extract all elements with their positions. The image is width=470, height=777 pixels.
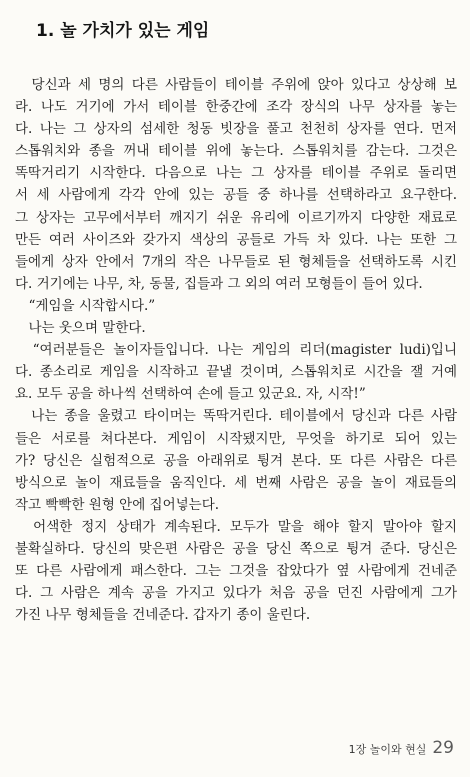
text-line: 방식으로 놀이 재료들을 움직인다. 세 번째 사람은 공을 놀이 재료들의 <box>15 474 457 491</box>
text-line: 나는 웃으며 말한다. <box>15 320 146 337</box>
text-line: 똑딱거리기 시작한다. 다음으로 나는 그 상자를 테이블 주위로 돌리면 <box>15 165 457 182</box>
text-line: 가진 나무 형체들을 건네준다. 갑자기 종이 울린다. <box>15 607 311 624</box>
text-line: 어색한 정지 상태가 계속된다. 모두가 말을 해야 할지 말아야 할지 <box>15 518 457 535</box>
text-line: 다. 그 사람은 계속 공을 가지고 있다가 처음 공을 던진 사람에게 그가 <box>15 585 457 602</box>
text-line: 다. 종소리로 게임을 시작하고 끝낼 것이며, 스톱워치로 시간을 잴 거예 <box>15 364 457 381</box>
text-line: 만든 여러 사이즈와 갖가지 색상의 공들로 가득 차 있다. 나는 또한 그 <box>15 231 457 248</box>
text-line: 당신과 세 명의 다른 사람들이 테이블 주위에 앉아 있다고 상상해 보 <box>15 77 457 93</box>
text-line: “게임을 시작합시다.” <box>15 297 156 314</box>
text-line: 스톱워치와 종을 꺼내 테이블 위에 놓는다. 스톱워치를 감는다. 그것은 <box>15 143 457 160</box>
body-text <box>15 74 457 626</box>
text-line: “여러분들은 놀이자들입니다. 나는 게임의 리더(magister ludi)입니 <box>15 342 457 359</box>
text-line: 들은 서로를 쳐다본다. 게임이 시작됐지만, 무엇을 하기로 되어 있는 <box>15 430 457 447</box>
text-line: 다. 나는 그 상자의 섬세한 청동 빗장을 풀고 천천히 상자를 연다. 먼저 <box>15 121 457 138</box>
text-line: 라. 나도 거기에 가서 테이블 한중간에 조각 장식의 나무 상자를 놓는 <box>15 99 457 116</box>
text-line: 서 세 사람에게 각각 안에 있는 공들 중 하나를 선택하라고 요구한다. <box>15 187 457 204</box>
text-line: 가? 당신은 실험적으로 공을 아래위로 튕겨 본다. 또 다른 사람은 다른 <box>15 452 457 469</box>
text-line: 들에게 상자 안에서 7개의 작은 나무들로 된 형체들을 선택하도록 시킨 <box>15 253 457 270</box>
text-line: 작고 빡빡한 원형 안에 집어넣는다. <box>15 496 220 513</box>
text-line: 그 상자는 고무에서부터 깨지기 쉬운 유리에 이르기까지 다양한 재료로 <box>15 209 457 226</box>
page-number: 29 <box>432 738 454 758</box>
page-footer <box>349 738 454 758</box>
text-line: 다. 거기에는 나무, 차, 동물, 집들과 그 외의 여러 모형들이 들어 있다. <box>15 275 423 292</box>
text-line: 나는 종을 울렸고 타이머는 똑딱거린다. 테이블에서 당신과 다른 사람 <box>15 408 457 425</box>
text-line: 또 다른 사람에게 패스한다. 그는 그것을 잡았다가 옆 사람에게 건네준 <box>15 563 457 580</box>
section-title: 1. 놀 가치가 있는 게임 <box>36 21 210 41</box>
running-footer-chapter: 1장 놀이와 현실 <box>348 743 427 756</box>
text-line: 요. 모두 공을 하나씩 선택하여 손에 들고 있군요. 자, 시작!” <box>15 386 366 403</box>
text-line: 불확실하다. 당신의 맞은편 사람은 공을 당신 쪽으로 튕겨 준다. 당신은 <box>15 540 457 557</box>
